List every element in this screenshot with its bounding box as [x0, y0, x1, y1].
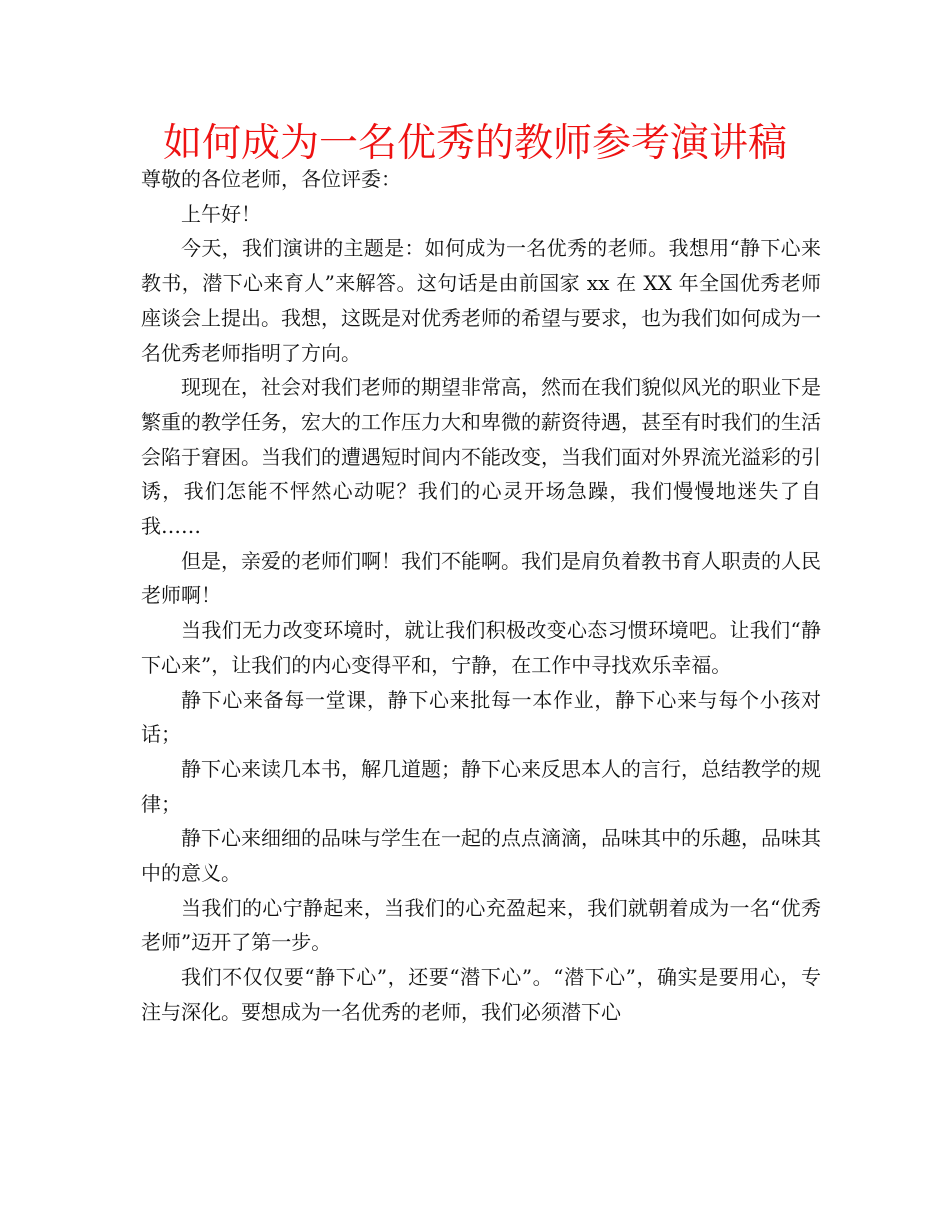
paragraph-calm-lessons: 静下心来备每一堂课，静下心来批每一本作业，静下心来与每个小孩对话； — [141, 687, 821, 747]
paragraph-theme: 今天，我们演讲的主题是：如何成为一名优秀的老师。我想用“静下心来教书，潜下心来育人”来解答。这句话是由前国家 xx 在 XX 年全国优秀老师座谈会上提出。我想，这既是对优秀老师的希望与要求，也为我们如何成为一名优秀老师指明了方向。 — [141, 236, 821, 365]
paragraph-reality: 现现在，社会对我们老师的期望非常高，然而在我们貌似风光的职业下是繁重的教学任务，宏大的工作压力大和卑微的薪资待遇，甚至有时我们的生活会陷于窘困。当我们的遭遇短时间内不能改变，当我们面对外界流光溢彩的引诱，我们怎能不怦然心动呢？我们的心灵开场急躁，我们慢慢地迷失了自我…… — [141, 375, 821, 539]
paragraph-first-step: 当我们的心宁静起来，当我们的心充盈起来，我们就朝着成为一名“优秀老师”迈开了第一步。 — [141, 895, 821, 955]
paragraph-change-mindset: 当我们无力改变环境时，就让我们积极改变心态习惯环境吧。让我们“静下心来”，让我们的内心变得平和，宁静，在工作中寻找欢乐幸福。 — [141, 618, 821, 677]
paragraph-but: 但是，亲爱的老师们啊！我们不能啊。我们是肩负着教书育人职责的人民老师啊！ — [141, 548, 821, 608]
paragraph-calm-savor: 静下心来细细的品味与学生在一起的点点滴滴，品味其中的乐趣，品味其中的意义。 — [141, 826, 821, 886]
paragraph-dive-in: 我们不仅仅要“静下心”，还要“潜下心”。“潜下心”，确实是要用心，专注与深化。要想成为一名优秀的老师，我们必须潜下心 — [141, 965, 821, 1024]
salutation: 尊敬的各位老师，各位评委： — [141, 167, 401, 191]
paragraph-greeting: 上午好！ — [181, 201, 261, 226]
document-title: 如何成为一名优秀的教师参考演讲稿 — [162, 121, 787, 166]
paragraph-calm-reading: 静下心来读几本书，解几道题；静下心来反思本人的言行，总结教学的规律； — [141, 756, 821, 816]
document-body — [141, 162, 821, 1030]
